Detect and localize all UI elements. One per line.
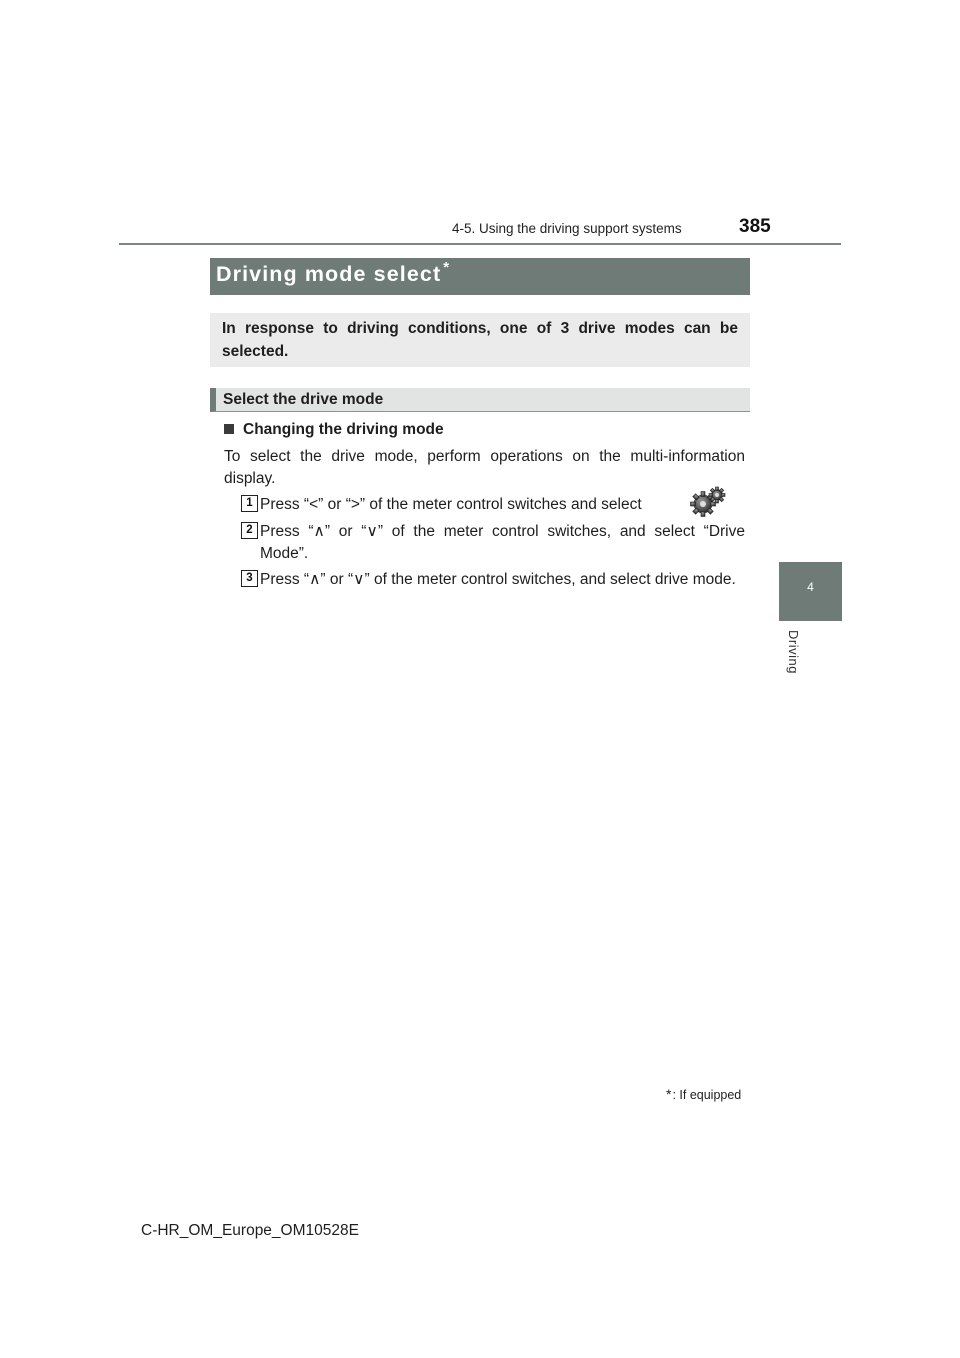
step-text-1-main: Press “<” or “>” of the meter control switches and select [260, 496, 646, 513]
intro-text: In response to driving conditions, one of 3 drive modes can be selected. [222, 320, 738, 360]
section-heading-text: Changing the driving mode [243, 421, 444, 438]
title-bar [210, 258, 750, 295]
intro-box [210, 313, 750, 367]
footnote [666, 1086, 741, 1102]
step-number-1: 1 [241, 495, 258, 512]
step-number-2: 2 [241, 522, 258, 539]
page-title [216, 259, 451, 287]
document-code: C-HR_OM_Europe_OM10528E [141, 1222, 359, 1239]
section-heading [224, 421, 444, 439]
page-number: 385 [739, 216, 771, 237]
chapter-label: Driving [786, 630, 801, 674]
chapter-number: 4 [807, 580, 814, 594]
body-paragraph: To select the drive mode, perform operations on the multi-information display. [224, 448, 745, 487]
footnote-text: : If equipped [672, 1088, 742, 1102]
step-text-2: Press “∧” or “∨” of the meter control switches, and select “Drive Mode”. [260, 523, 745, 562]
equipment-asterisk: * [443, 259, 451, 276]
step-text-3: Press “∧” or “∨” of the meter control switches, and select drive mode. [260, 571, 736, 588]
step-text-1 [260, 494, 745, 516]
running-header-section: 4-5. Using the driving support systems [452, 221, 682, 236]
subheading: Select the drive mode [223, 391, 384, 408]
page-title-text: Driving mode select [216, 262, 442, 286]
subheading-bar [210, 388, 750, 412]
gear-settings-icon [688, 486, 728, 518]
footnote-asterisk: * [666, 1086, 672, 1102]
header-divider [119, 243, 841, 245]
chapter-tab [779, 562, 842, 621]
bullet-square-icon [224, 424, 234, 434]
step-number-3: 3 [241, 570, 258, 587]
